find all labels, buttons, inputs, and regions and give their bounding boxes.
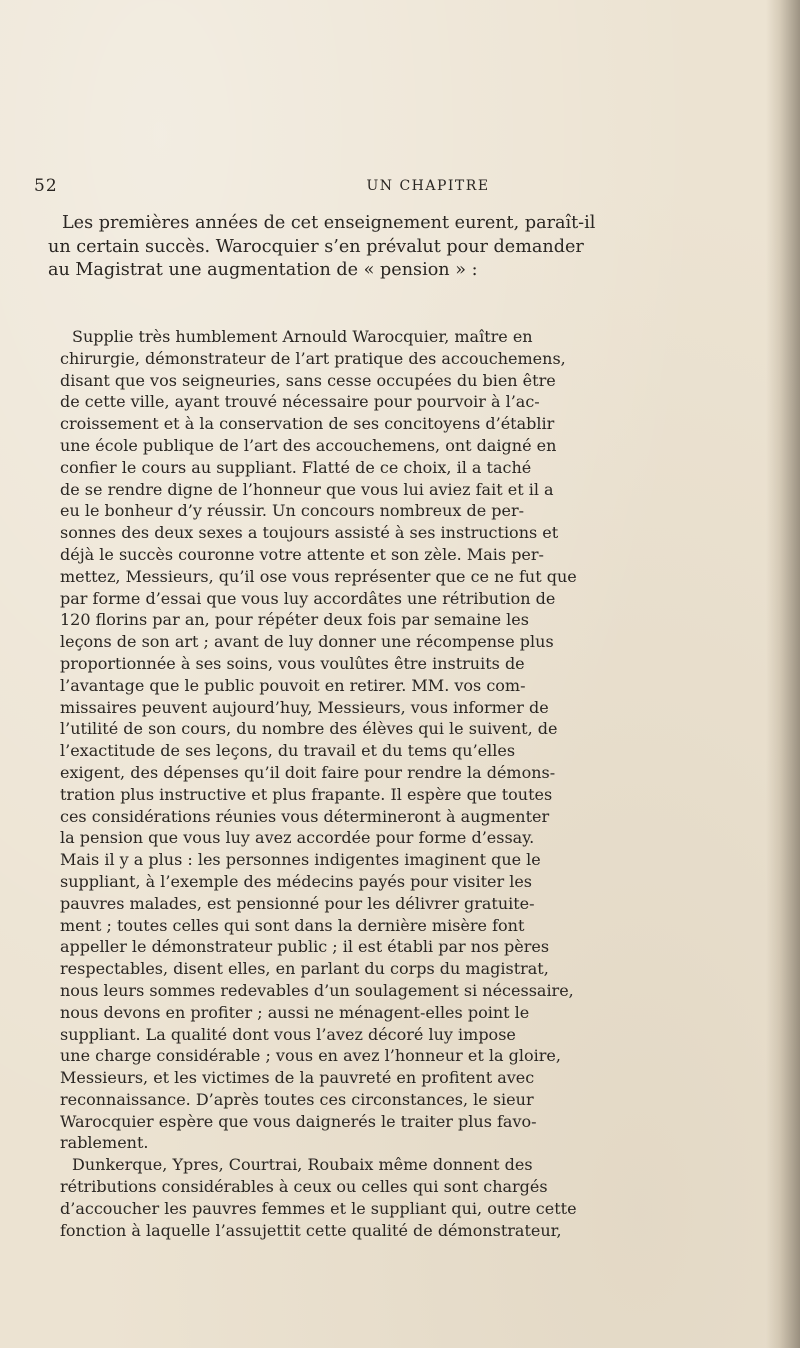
intro-line: au Magistrat une augmentation de « pension » :: [48, 260, 478, 280]
quote-line: respectables, disent elles, en parlant du corps du magistrat,: [60, 959, 549, 979]
quote-line: reconnaissance. D’après toutes ces circonstances, le sieur: [60, 1089, 534, 1109]
page-number: 52: [34, 176, 58, 196]
quote-line: mettez, Messieurs, qu’il ose vous représenter que ce ne fut que: [60, 566, 577, 586]
quote-line: sonnes des deux sexes a toujours assisté à ses instructions et: [60, 523, 559, 543]
quote-line: l’utilité de son cours, du nombre des élèves qui le suivent, de: [60, 719, 558, 739]
quote-line: déjà le succès couronne votre attente et son zèle. Mais per-: [60, 544, 544, 564]
quote-line: suppliant. La qualité dont vous l’avez décoré luy impose: [60, 1024, 516, 1044]
quote-line: disant que vos seigneuries, sans cesse occupées du bien être: [60, 370, 556, 390]
quote-line: ces considérations réunies vous détermineront à augmenter: [60, 806, 550, 826]
quote-line: Messieurs, et les victimes de la pauvreté en profitent avec: [60, 1068, 535, 1088]
quote-line: par forme d’essai que vous luy accordâtes une rétribution de: [60, 588, 556, 608]
quote-line: rétributions considérables à ceux ou celles qui sont chargés: [60, 1177, 548, 1197]
intro-line: un certain succès. Warocquier s’en prévalut pour demander: [48, 236, 584, 257]
quote-line: 120 florins par an, pour répéter deux fois par semaine les: [60, 610, 529, 630]
quote-line: une école publique de l’art des accouchemens, ont daigné en: [60, 435, 557, 455]
quoted-petition: [60, 326, 740, 1241]
quote-line: leçons de son art ; avant de luy donner une récompense plus: [60, 632, 554, 652]
quote-line: appeller le démonstrateur public ; il est établi par nos pères: [60, 937, 550, 957]
quote-line: Supplie très humblement Arnould Warocquier, maître en: [72, 327, 533, 346]
quote-line: de cette ville, ayant trouvé nécessaire pour pourvoir à l’ac-: [60, 392, 540, 412]
quote-line: tration plus instructive et plus frapante. Il espère que toutes: [60, 784, 553, 804]
quote-line: rablement.: [60, 1133, 149, 1153]
quote-line: eu le bonheur d’y réussir. Un concours nombreux de per-: [60, 501, 525, 521]
quote-line: Mais il y a plus : les personnes indigentes imaginent que le: [60, 850, 541, 870]
quote-line: suppliant, à l’exemple des médecins payés pour visiter les: [60, 871, 533, 891]
intro-paragraph: [48, 212, 756, 283]
quote-line: d’accoucher les pauvres femmes et le suppliant qui, outre cette: [60, 1198, 577, 1218]
quote-line: proportionnée à ses soins, vous voulûtes être instruits de: [60, 653, 525, 673]
quote-line: nous devons en profiter ; aussi ne ménagent-elles point le: [60, 1002, 530, 1022]
page-edge-shadow: [766, 0, 800, 1348]
quote-line: pauvres malades, est pensionné pour les délivrer gratuite-: [60, 893, 535, 913]
quote-line: croissement et à la conservation de ses concitoyens d’établir: [60, 414, 555, 434]
intro-line: Les premières années de cet enseignement eurent, paraît-il: [62, 213, 596, 233]
quote-line: fonction à laquelle l’assujettit cette qualité de démonstrateur,: [60, 1220, 562, 1240]
quote-line: exigent, des dépenses qu’il doit faire pour rendre la démons-: [60, 762, 556, 782]
quote-line: ment ; toutes celles qui sont dans la dernière misère font: [60, 915, 525, 935]
quote-line: Warocquier espère que vous daignerés le traiter plus favo-: [60, 1111, 537, 1131]
quote-line: Dunkerque, Ypres, Courtrai, Roubaix même donnent des: [72, 1155, 533, 1175]
quote-line: l’avantage que le public pouvoit en retirer. MM. vos com-: [60, 675, 526, 695]
quote-line: une charge considérable ; vous en avez l’honneur et la gloire,: [60, 1046, 561, 1066]
quote-line: nous leurs sommes redevables d’un soulagement si nécessaire,: [60, 980, 574, 1000]
quote-line: l’exactitude de ses leçons, du travail et du tems qu’elles: [60, 741, 516, 761]
running-head: UN CHAPITRE: [366, 178, 490, 194]
quote-line: la pension que vous luy avez accordée pour forme d’essay.: [60, 828, 535, 848]
quote-line: chirurgie, démonstrateur de l’art pratique des accouchemens,: [60, 348, 566, 368]
quote-line: missaires peuvent aujourd’huy, Messieurs, vous informer de: [60, 697, 549, 717]
quote-line: de se rendre digne de l’honneur que vous lui aviez fait et il a: [60, 479, 554, 499]
quote-line: confier le cours au suppliant. Flatté de ce choix, il a taché: [60, 457, 532, 477]
